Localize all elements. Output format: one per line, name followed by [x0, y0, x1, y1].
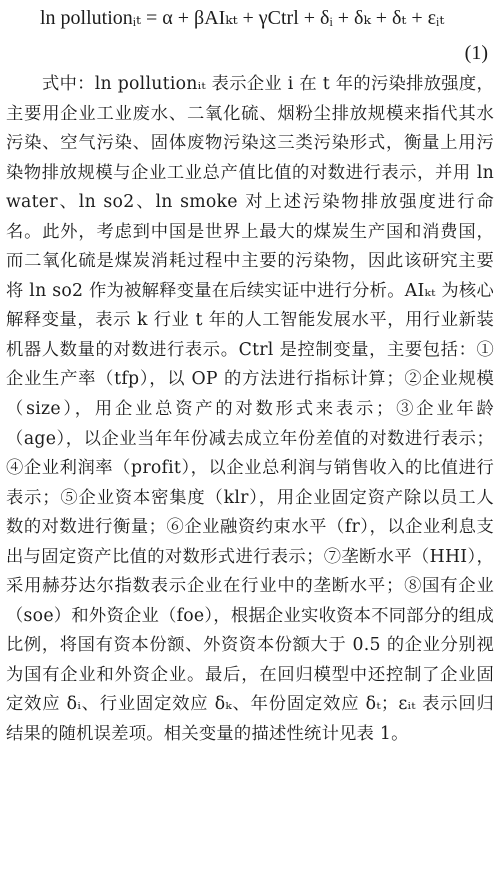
regression-formula: ln pollutionᵢₜ = α + βAIₖₜ + γCtrl + δᵢ + δₖ + δₜ + εᵢₜ: [40, 7, 445, 29]
equation-number: (1): [464, 42, 488, 64]
variable-definition-paragraph: 式中：ln pollutionᵢₜ 表示企业 i 在 t 年的污染排放强度，主要用企业工业废水、二氧化硫、烟粉尘排放规模来指代其水污染、空气污染、固体废物污染这三类污染形式，衡量上用污染物排放规模与企业工业总产值比值的对数进行表示，并用 ln water、ln so2、ln smoke 对上述污染物排放强度进行命名。此外，考虑到中国是世界上最大的煤炭生产国和消费国，而二氧化硫是煤炭消耗过程中主要的污染物，因此该研究主要将 ln so2 作为被解释变量在后续实证中进行分析。AIₖₜ 为核心解释变量，表示 k 行业 t 年的人工智能发展水平，用行业新装机器人数量的对数进行表示。Ctrl 是控制变量，主要包括：①企业生产率（tfp），以 OP 的方法进行指标计算；②企业规模（size），用企业总资产的对数形式来表示；③企业年龄（age），以企业当年年份减去成立年份差值的对数进行表示；④企业利润率（profit），以企业总利润与销售收入的比值进行表示；⑤企业资本密集度（klr），用企业固定资产除以员工人数的对数进行衡量；⑥企业融资约束水平（fr），以企业利息支出与固定资产比值的对数形式进行表示；⑦垄断水平（HHI），采用赫芬达尔指数表示企业在行业中的垄断水平；⑧国有企业（soe）和外资企业（foe），根据企业实收资本不同部分的组成比例，将国有资本份额、外资资本份额大于 0.5 的企业分别视为国有企业和外资企业。最后，在回归模型中还控制了企业固定效应 δᵢ、行业固定效应 δₖ、年份固定效应 δₜ；εᵢₜ 表示回归结果的随机误差项。相关变量的描述性统计见表 1。: [6, 74, 494, 745]
